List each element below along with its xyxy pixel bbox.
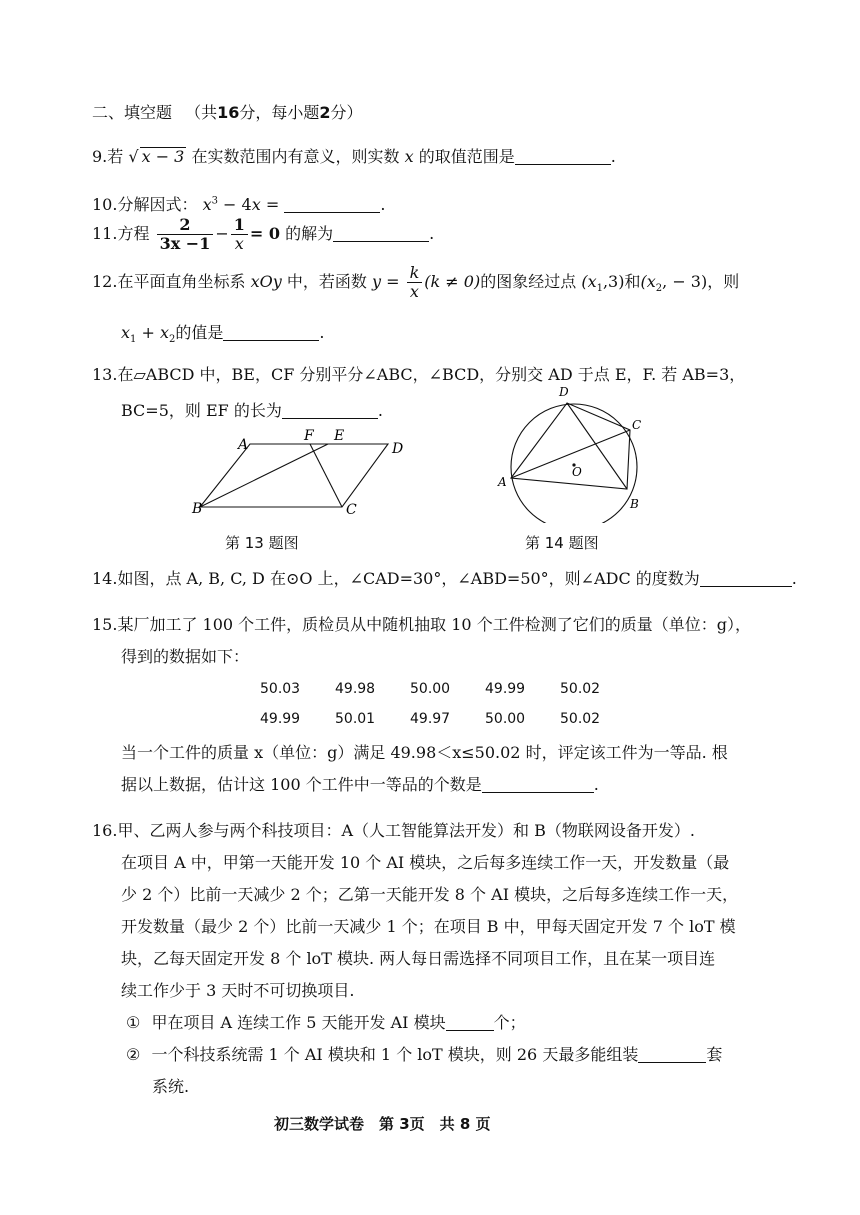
- figure-13-caption: 第 13 题图: [225, 534, 299, 552]
- q15-r2-c5: 50.02: [560, 711, 601, 727]
- question-12: 12.在平面直角坐标系 xOy 中，若函数 y = $\frac{k}{x}$ (k ≠ 0)的图象经过点 $(x_1,3)$和($x_2$, − 3)，则: [92, 263, 740, 301]
- q13-number: 13.: [92, 365, 118, 384]
- q15-line1: 某厂加工了 100 个工件，质检员从中随机抽取 10 个工件检测了它们的质量（单位：g），: [117, 615, 751, 634]
- q15-data-row-1: [260, 678, 635, 697]
- q15-data-row-2: [260, 708, 635, 727]
- q15-end: .: [593, 775, 599, 794]
- q11-frac1-num: 2: [157, 216, 214, 235]
- section-header: [92, 100, 363, 123]
- q10-expr-c: x: [251, 195, 261, 214]
- fig14-label-O: O: [572, 465, 582, 479]
- fig14-label-B: B: [630, 497, 639, 511]
- fig13-label-C: C: [346, 502, 357, 518]
- q12-point2-sub: 2: [655, 283, 663, 295]
- fig13-label-B: B: [192, 501, 203, 517]
- q9-end: .: [610, 147, 616, 166]
- q12-x1: x: [121, 323, 131, 342]
- q11-rhs: = 0: [249, 224, 280, 243]
- q14-number: 14.: [92, 569, 118, 588]
- q16-line1: 甲、乙两人参与两个科技项目：A（人工智能算法开发）和 B（物联网设备开发）.: [117, 821, 695, 840]
- q12-system: xOy: [250, 272, 282, 291]
- q12-and: 和: [624, 272, 641, 291]
- q16-number: 16.: [92, 821, 118, 840]
- q11-frac1-den: 3x −1: [159, 234, 211, 253]
- section-info-mid: 分，每小题: [239, 103, 320, 122]
- question-14: [92, 566, 797, 589]
- q16-sub1-end: 个；: [493, 1013, 526, 1032]
- q12-frac-num: k: [407, 264, 423, 283]
- q10-text: 分解因式：: [117, 195, 198, 214]
- q9-var: x: [404, 147, 414, 166]
- q13-answer-blank[interactable]: [282, 400, 378, 419]
- q12-line2-b: 的值是: [175, 323, 224, 342]
- q9-radicand: x − 3: [141, 147, 185, 166]
- q12-line1-c: 的图象经过点: [480, 272, 577, 291]
- q11-minus: −: [215, 224, 229, 243]
- q11-frac2-num: 1: [231, 216, 248, 235]
- q12-line1-d: ，则: [707, 272, 740, 291]
- page-footer: 初三数学试卷 第 3页 共 8 页: [274, 1115, 491, 1133]
- figure-14-caption: 第 14 题图: [525, 534, 599, 552]
- q9-answer-blank[interactable]: [515, 146, 611, 165]
- q15-r2-c1: 49.99: [260, 711, 301, 727]
- q9-sqrt: √ x − 3: [128, 147, 185, 166]
- q13-line2: BC=5，则 EF 的长为: [121, 401, 282, 420]
- q10-expr-b: − 4: [217, 195, 252, 214]
- fig13-label-D: D: [392, 441, 404, 457]
- q12-x2: x: [159, 323, 170, 342]
- q13-line1: 在▱ABCD 中，BE，CF 分别平分∠ABC，∠BCD，分别交 AD 于点 E，F. 若 AB=3，: [117, 365, 746, 384]
- q12-line1-b: 中，若函数: [286, 272, 367, 291]
- question-9: [92, 144, 616, 167]
- q15-line3: 当一个工件的质量 x（单位：g）满足 49.98＜x≤50.02 时，评定该工件为一等品. 根: [121, 743, 728, 762]
- q16-line5: 块，乙每天固定开发 8 个 loT 模块. 两人每日需选择不同项目工作，且在某一项目连: [121, 949, 716, 968]
- q16-sub2-text: 一个科技系统需 1 个 AI 模块和 1 个 loT 模块，则 26 天最多能组装: [151, 1045, 639, 1064]
- q16-sub1-answer-blank[interactable]: [446, 1012, 494, 1031]
- q12-point1: (x: [581, 272, 597, 291]
- q12-line1-a: 在平面直角坐标系: [117, 272, 246, 291]
- q15-r1-c5: 50.02: [560, 681, 601, 697]
- question-12-line2: [121, 320, 325, 345]
- question-11: [92, 216, 434, 253]
- q12-point1-sub: 1: [596, 283, 603, 295]
- q11-fraction-2: [231, 216, 248, 253]
- q9-number: 9.: [92, 147, 108, 166]
- q12-number: 12.: [92, 272, 118, 291]
- q10-expr-exp: 3: [211, 195, 218, 207]
- figure-13-parallelogram: [180, 425, 420, 525]
- q12-frac-den: x: [409, 282, 419, 301]
- q10-number: 10.: [92, 195, 118, 214]
- q16-sub2-answer-blank[interactable]: [638, 1044, 706, 1063]
- q15-line2: 得到的数据如下：: [121, 647, 250, 666]
- q16-line3: 少 2 个）比前一天减少 2 个；乙第一天能开发 8 个 AI 模块，之后每多连续工作一天，: [121, 885, 739, 904]
- q10-eq: =: [260, 195, 280, 214]
- q15-r1-c1: 50.03: [260, 681, 301, 697]
- q10-expr-a: x: [202, 195, 212, 214]
- q9-pre: 若: [107, 147, 124, 166]
- section-total-points: 16: [217, 103, 240, 122]
- q16-line2: 在项目 A 中，甲第一天能开发 10 个 AI 模块，之后每多连续工作一天，开发数量（最: [121, 853, 730, 872]
- question-10: [92, 192, 385, 215]
- q16-subquestion-2: [126, 1042, 722, 1065]
- q13-end: .: [377, 401, 383, 420]
- question-13-line2: [121, 398, 383, 421]
- q16-line4: 开发数量（最少 2 个）比前一天减少 1 个；在项目 B 中，甲每天固定开发 7 个 loT 模: [121, 917, 736, 936]
- figure-14-circle: [490, 383, 650, 523]
- q15-r2-c2: 50.01: [335, 711, 376, 727]
- q15-line4: 据以上数据，估计这 100 个工件中一等品的个数是: [121, 775, 482, 794]
- q15-answer-blank[interactable]: [482, 774, 594, 793]
- q15-r1-c4: 49.99: [485, 681, 526, 697]
- q16-sub2-line2: 系统.: [152, 1077, 190, 1096]
- q16-sub2-end: 套: [706, 1045, 723, 1064]
- fig14-label-C: C: [632, 418, 642, 432]
- q12-point2-end: , − 3): [662, 272, 708, 291]
- q11-post: 的解为: [285, 224, 334, 243]
- q15-number: 15.: [92, 615, 118, 634]
- fig13-line-CF: [310, 444, 342, 507]
- fig14-label-A: A: [498, 475, 507, 489]
- q12-fraction: [407, 264, 423, 301]
- q16-subquestion-1: [126, 1010, 526, 1033]
- q12-point2: (x: [640, 272, 656, 291]
- fig14-quad-ABCD: [511, 403, 630, 489]
- question-15: [92, 612, 751, 635]
- question-13: [92, 362, 745, 385]
- q12-cond: (k ≠ 0): [424, 272, 481, 291]
- q12-x2-sub: 2: [169, 334, 176, 346]
- section-each-points: 2: [319, 103, 331, 122]
- q12-end: .: [319, 323, 325, 342]
- fig13-label-F: F: [304, 428, 314, 444]
- q16-line6: 续工作少于 3 天时不可切换项目.: [121, 981, 355, 1000]
- q16-sub1-text: 甲在项目 A 连续工作 5 天能开发 AI 模块: [151, 1013, 446, 1032]
- q15-r1-c2: 49.98: [335, 681, 376, 697]
- q16-sub1-marker: ①: [126, 1013, 141, 1032]
- q12-answer-blank[interactable]: [223, 322, 319, 341]
- q11-frac2-den: x: [234, 234, 244, 253]
- fig13-label-E: E: [334, 428, 345, 444]
- q10-answer-blank[interactable]: [284, 194, 380, 213]
- q12-point1-end: ,3): [602, 272, 625, 291]
- q11-answer-blank[interactable]: [333, 223, 429, 242]
- q11-end: .: [429, 224, 435, 243]
- q11-text: 方程: [117, 224, 150, 243]
- q11-number: 11.: [92, 224, 118, 243]
- q9-post: 在实数范围内有意义，则实数: [191, 147, 400, 166]
- section-info-suffix: 分）: [330, 103, 363, 122]
- fig13-label-A: A: [238, 437, 249, 453]
- q10-end: .: [380, 195, 386, 214]
- section-info-prefix: （共: [185, 103, 218, 122]
- fig13-parallelogram-shape: [200, 444, 388, 507]
- q12-x1-sub: 1: [130, 334, 137, 346]
- q12-y: y: [371, 272, 381, 291]
- section-title: 二、填空题: [92, 103, 173, 122]
- question-16: [92, 818, 695, 841]
- q14-text: 如图，点 A, B, C, D 在⊙O 上，∠CAD=30°，∠ABD=50°，则∠ADC 的度数为: [117, 569, 700, 588]
- q15-r2-c4: 50.00: [485, 711, 526, 727]
- q15-r1-c3: 50.00: [410, 681, 451, 697]
- q14-answer-blank[interactable]: [700, 568, 792, 587]
- q12-plus: +: [136, 323, 160, 342]
- q11-fraction-1: [157, 216, 214, 253]
- fig14-label-D: D: [559, 385, 569, 399]
- q14-end: .: [791, 569, 797, 588]
- q15-line4-wrap: [121, 772, 599, 795]
- fig13-line-BE: [200, 444, 328, 507]
- q15-r2-c3: 49.97: [410, 711, 451, 727]
- q9-post2: 的取值范围是: [418, 147, 515, 166]
- q16-sub2-marker: ②: [126, 1045, 141, 1064]
